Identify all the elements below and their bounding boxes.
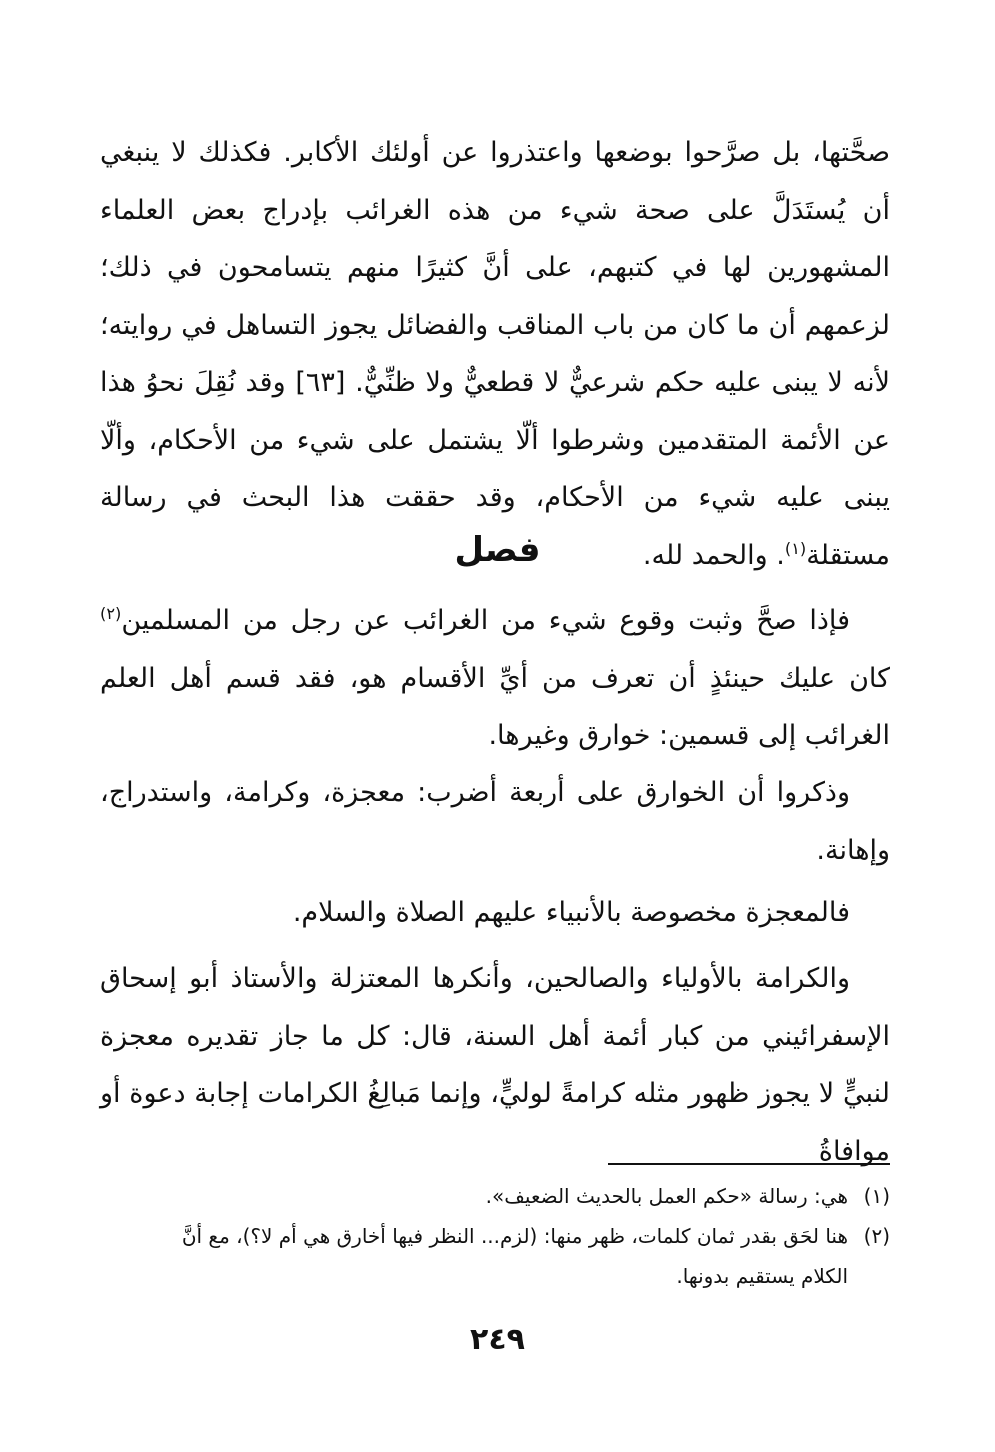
intro-paragraph bbox=[100, 124, 890, 584]
footnote-1 bbox=[100, 1176, 890, 1216]
fasl-paragraph bbox=[100, 592, 890, 765]
footnote-1-text: هي: رسالة «حكم العمل بالحديث الضعيف». bbox=[485, 1184, 848, 1208]
footnote-2-continuation: الكلام يستقيم بدونها. bbox=[676, 1264, 848, 1288]
footnotes bbox=[100, 1176, 890, 1296]
intro-paragraph-text: صحَّتها، بل صرَّحوا بوضعها واعتذروا عن أولئك الأكابر. فكذلك لا ينبغي أن يُستَدَلَّ على صحة شيء من هذه الغرائب بإدراج بعض العلماء المشهورين لها في كتبهم، على أنَّ كثيرًا منهم يتسامحون في ذلك؛ لزعمهم أن ما كان من باب المناقب والفضائل يجوز التساهل في روايته؛ لأنه لا يبنى عليه حكم شرعيٌّ لا قطعيٌّ ولا ظنِّيٌّ. [٦٣] وقد نُقِلَ نحوُ هذا عن الأئمة المتقدمين وشرطوا ألّا يشتمل على شيء من الأحكام، وألّا يبنى عليه شيء من الأحكام، وقد حققت هذا البحث في رسالة مستقلة bbox=[100, 137, 891, 571]
section-heading: فصل bbox=[454, 530, 541, 570]
footnote-2-number: (٢) bbox=[863, 1224, 890, 1248]
footnote-2 bbox=[100, 1216, 890, 1256]
fasl-paragraph-start: فإذا صحَّ وثبت وقوع شيء من الغرائب عن رجل من المسلمين bbox=[121, 605, 850, 636]
karama-paragraph: والكرامة بالأولياء والصالحين، وأنكرها المعتزلة والأستاذ أبو إسحاق الإسفرائيني من كبار أئمة أهل السنة، قال: كل ما جاز تقديره معجزة لنبيٍّ لا يجوز ظهور مثله كرامةً لوليٍّ، وإنما مَبالِغُ الكرامات إجابة دعوة أو موافاةُ bbox=[100, 963, 890, 1167]
khawariq-block bbox=[100, 764, 890, 879]
khawariq-paragraph: وذكروا أن الخوارق على أربعة أضرب: معجزة، وكرامة، واستدراج، وإهانة. bbox=[100, 777, 890, 866]
footnote-marker-2: (٢) bbox=[100, 604, 122, 623]
fasl-paragraph-end: كان عليك حينئذٍ أن تعرف من أيِّ الأقسام هو، فقد قسم أهل العلم الغرائب إلى قسمين: خوارق وغيرها. bbox=[100, 662, 890, 751]
karama-block bbox=[100, 950, 890, 1180]
intro-closing-text: . والحمد لله. bbox=[642, 539, 785, 571]
page-number: ٢٤٩ bbox=[470, 1322, 525, 1357]
mujiza-paragraph: فالمعجزة مخصوصة بالأنبياء عليهم الصلاة والسلام. bbox=[292, 897, 850, 928]
footnote-1-number: (١) bbox=[863, 1184, 890, 1208]
intro-block bbox=[100, 124, 890, 584]
footnote-divider bbox=[608, 1163, 890, 1165]
mujiza-block bbox=[100, 884, 890, 942]
footnote-marker-1: (١) bbox=[784, 538, 807, 558]
footnote-2-text: هنا لحَق بقدر ثمان كلمات، ظهر منها: (لزم... النظر فيها أخارق هي أم لا؟)، مع أنَّ bbox=[181, 1224, 848, 1248]
fasl-block bbox=[100, 592, 890, 765]
